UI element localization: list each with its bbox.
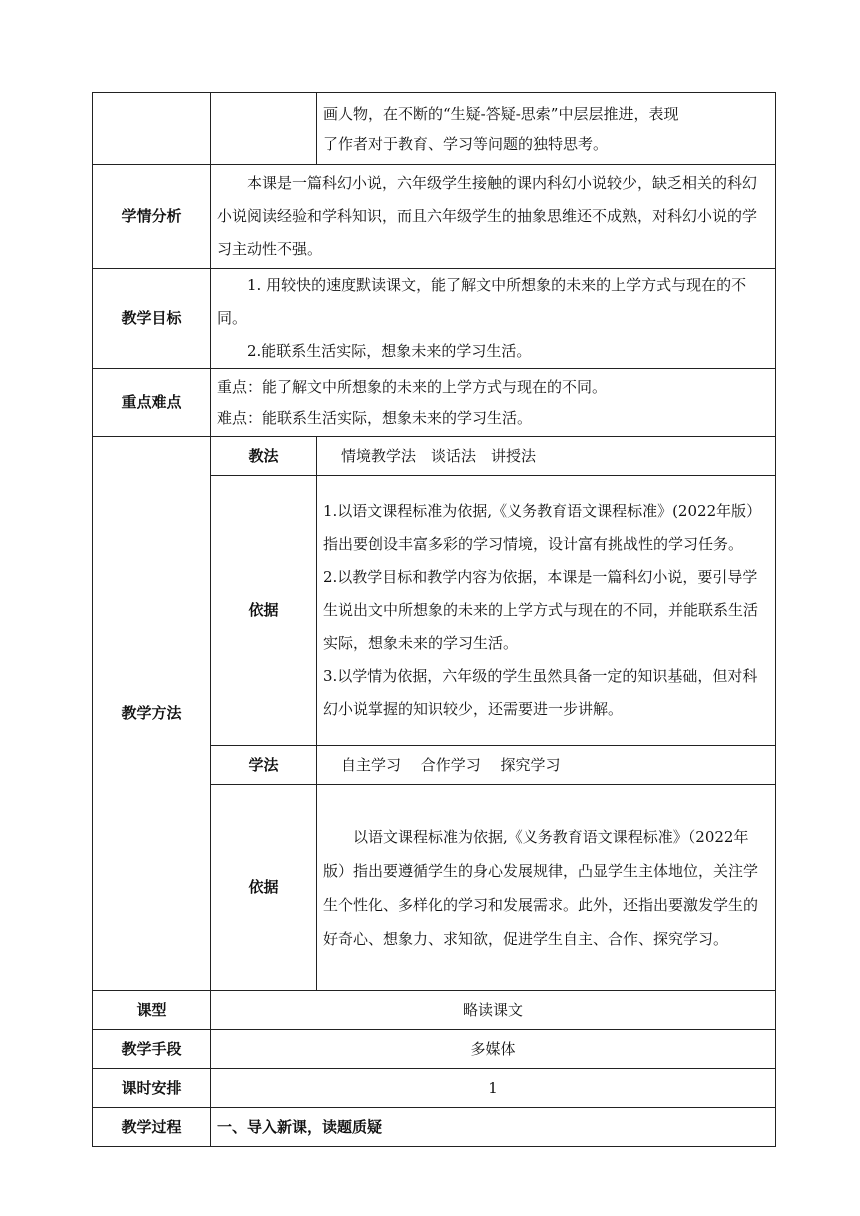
intro-sub-cell [211, 93, 317, 165]
keshi-value: 1 [211, 1069, 776, 1108]
guocheng-row [93, 1108, 776, 1147]
intro-label-cell [93, 93, 211, 165]
yiju2-text [317, 785, 776, 991]
zhongdian-line-2: 难点：能联系生活实际，想象未来的学习生活。 [217, 408, 533, 427]
lesson-plan-table [92, 92, 776, 1147]
intro-row [93, 93, 776, 165]
xueqing-text [211, 165, 776, 269]
intro-line-1: 画人物，在不断的“生疑-答疑-思索”中层层推进，表现 [323, 104, 679, 123]
mubiao-label: 教学目标 [93, 269, 211, 369]
keshi-row [93, 1069, 776, 1108]
shouduan-value: 多媒体 [211, 1030, 776, 1069]
intro-line-2: 了作者对于教育、学习等问题的独特思考。 [323, 134, 609, 153]
kexing-row [93, 991, 776, 1030]
xuefa-methods: 自主学习 合作学习 探究学习 [341, 755, 561, 774]
jiaofa-methods: 情境教学法 谈话法 讲授法 [341, 446, 537, 465]
zhongdian-line-1: 重点：能了解文中所想象的未来的上学方式与现在的不同。 [217, 377, 608, 396]
mubiao-row [93, 269, 776, 369]
kexing-value: 略读课文 [211, 991, 776, 1030]
zhongdian-row [93, 369, 776, 437]
shouduan-row [93, 1030, 776, 1069]
mubiao-item-1: 1. 用较快的速度默读课文，能了解文中所想象的未来的上学方式与现在的不同。 [217, 276, 747, 327]
intro-text-cell [317, 93, 776, 165]
jiaofa-row [93, 437, 776, 476]
yiju1-text [317, 476, 776, 746]
zhongdian-label: 重点难点 [93, 369, 211, 437]
yiju1-paragraph-3: 3.以学情为依据，六年级的学生虽然具备一定的知识基础，但对科幻小说掌握的知识较少，还需要进一步讲解。 [323, 667, 758, 718]
xueqing-row [93, 165, 776, 269]
kexing-label: 课型 [93, 991, 211, 1030]
zhongdian-text [211, 369, 776, 437]
keshi-label: 课时安排 [93, 1069, 211, 1108]
guocheng-value: 一、导入新课，读题质疑 [211, 1108, 776, 1147]
xueqing-paragraph: 本课是一篇科幻小说，六年级学生接触的课内科幻小说较少，缺乏相关的科幻小说阅读经验和学科知识，而且六年级学生的抽象思维还不成熟，对科幻小说的学习主动性不强。 [217, 174, 758, 258]
shouduan-label: 教学手段 [93, 1030, 211, 1069]
xuefa-value [317, 746, 776, 785]
yiju2-label: 依据 [211, 785, 317, 991]
guocheng-label: 教学过程 [93, 1108, 211, 1147]
xueqing-label: 学情分析 [93, 165, 211, 269]
yiju2-paragraph: 以语文课程标准为依据,《义务教育语文课程标准》（2022年版）指出要遵循学生的身心发展规律，凸显学生主体地位，关注学生个性化、多样化的学习和发展需求。此外，还指出要激发学生的好奇心、想象力、求知欲，促进学生自主、合作、探究学习。 [323, 827, 759, 948]
yiju1-paragraph-1: 1.以语文课程标准为依据,《义务教育语文课程标准》(2022年版）指出要创设丰富多彩的学习情境，设计富有挑战性的学习任务。 [323, 502, 762, 553]
jiaofa-value [317, 437, 776, 476]
yiju1-label: 依据 [211, 476, 317, 746]
mubiao-item-2: 2.能联系生活实际，想象未来的学习生活。 [247, 342, 532, 360]
mubiao-text [211, 269, 776, 369]
fangfa-label: 教学方法 [93, 437, 211, 991]
lesson-plan-page [92, 92, 775, 1147]
jiaofa-label: 教法 [211, 437, 317, 476]
yiju1-paragraph-2: 2.以教学目标和教学内容为依据，本课是一篇科幻小说，要引导学生说出文中所想象的未来的上学方式与现在的不同，并能联系生活实际，想象未来的学习生活。 [323, 568, 759, 652]
xuefa-label: 学法 [211, 746, 317, 785]
